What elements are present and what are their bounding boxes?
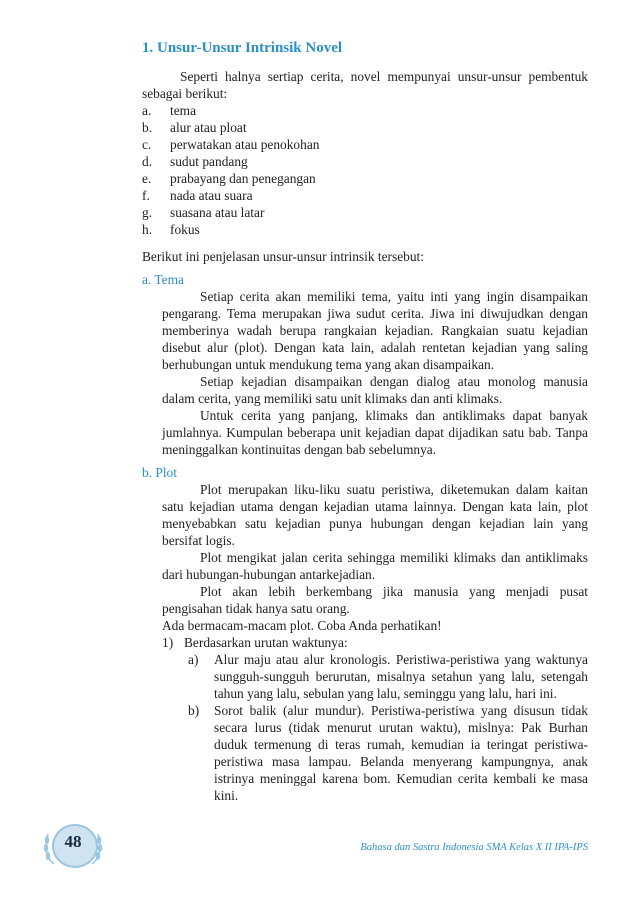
list-item: c. perwatakan atau penokohan [142,137,320,152]
list-item: d. sudut pandang [142,154,248,169]
explanation-intro: Berikut ini penjelasan unsur-unsur intrinsik tersebut: [142,249,425,264]
element-list [142,102,588,238]
list-item: a. tema [142,103,197,118]
plot-list [142,634,588,804]
section-title: 1. Unsur-Unsur Intrinsik Novel [142,40,343,56]
page-number: 48 [64,832,82,851]
plot-section [142,481,588,634]
page-number-badge [42,822,104,870]
plot-paragraph: Plot akan lebih berkembang jika manusia yang menjadi pusat pengisahan tidak hanya satu orang. [162,584,588,616]
laurel-right-icon [90,830,104,866]
plot-note: Ada bermacam-macam plot. Coba Anda perhatikan! [162,618,442,633]
list-item: g. suasana atau latar [142,205,265,220]
book-title-footer: Bahasa dan Sastra Indonesia SMA Kelas X II IPA-IPS [360,842,588,853]
tema-paragraph: Setiap cerita akan memiliki tema, yaitu inti yang ingin disampaikan pengarang. Tema merupakan jiwa sudut cerita. Jiwa ini diwujudkan dengan memberinya wadah berupa rangkaian kejadian. Rangkaian suatu kejadian disebut alur (plot). Dengan kata lain, adalah rentetan kejadian yang saling berhubungan untuk mendukung tema yang akan disampaikan. [162,289,588,372]
tema-section [142,288,588,458]
list-item: e. prabayang dan penegangan [142,171,316,186]
tema-heading: a. Tema [142,272,184,287]
plot-paragraph: Plot merupakan liku-liku suatu peristiwa, diketemukan dalam kaitan satu kejadian utama dengan kejadian utama lainnya. Dengan kata lain, plot menyebabkan satu kejadian punya hubungan dengan kejadian lain yang bersifat logis. [162,482,588,548]
list-item: b) Sorot balik (alur mundur). Peristiwa-peristiwa yang disusun tidak secara lurus (tidak menurut urutan waktu), mislnya: Pak Burhan duduk termenung di teras rumah, kemudian ia teringat peristiwa-peristiwa masa lampau. Belanda menyerang kampungnya, anak istrinya meninggal karena bom. Kemudian cerita kembali ke masa kini. [188,703,588,803]
list-item: f. nada atau suara [142,188,253,203]
intro-paragraph: Seperti halnya sertiap cerita, novel mempunyai unsur-unsur pembentuk sebagai berikut: [142,69,588,101]
list-item: 1) Berdasarkan urutan waktunya: [162,635,348,650]
tema-paragraph: Setiap kejadian disampaikan dengan dialog atau monolog manusia dalam cerita, yang memiliki satu unit klimaks dan anti klimaks. [162,374,588,406]
list-item: h. fokus [142,222,200,237]
list-item: a) Alur maju atau alur kronologis. Peristiwa-peristiwa yang waktunya sungguh-sungguh berurutan, misalnya setahun yang lalu, setengah tahun yang lalu, sebulan yang lalu, seminggu yang lalu, hari ini. [188,652,588,701]
list-item: b. alur atau ploat [142,120,247,135]
plot-sub-list [162,651,588,804]
body-text [142,68,588,804]
plot-paragraph: Plot mengikat jalan cerita sehingga memiliki klimaks dan antiklimaks dari hubungan-hubungan antarkejadian. [162,550,588,582]
tema-paragraph: Untuk cerita yang panjang, klimaks dan antiklimaks dapat banyak jumlahnya. Kumpulan beberapa unit kejadian dapat dijadikan satu bab. Tanpa meninggalkan kontinuitas dengan bab sebelumnya. [162,408,588,457]
plot-heading: b. Plot [142,465,177,480]
